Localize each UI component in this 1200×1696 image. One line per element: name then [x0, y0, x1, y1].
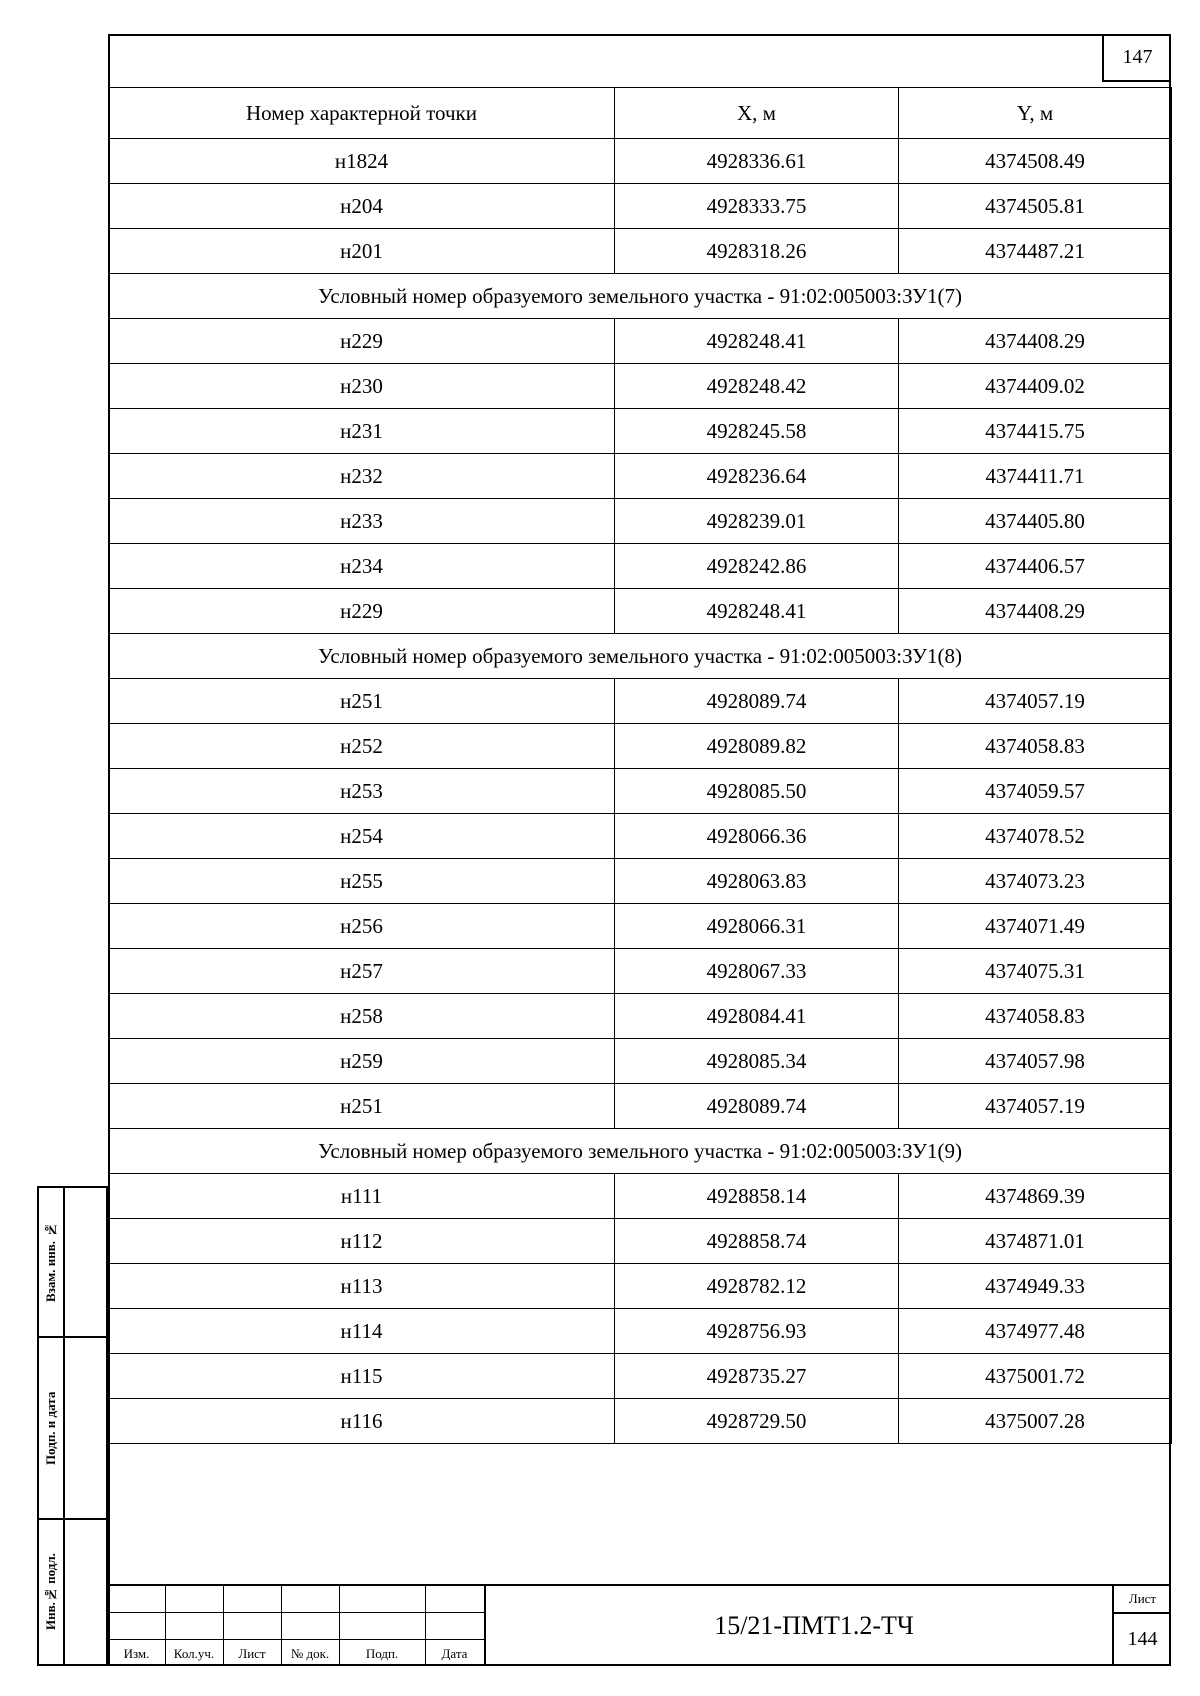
sheet-label: Лист: [1114, 1586, 1171, 1614]
y-cell: 4374058.83: [899, 724, 1172, 769]
x-cell: 4928089.82: [615, 724, 899, 769]
x-cell: 4928063.83: [615, 859, 899, 904]
point-cell: н201: [109, 229, 615, 274]
x-cell: 4928336.61: [615, 139, 899, 184]
header-y: Y, м: [899, 88, 1172, 139]
table-row: [109, 229, 1172, 274]
y-cell: 4374487.21: [899, 229, 1172, 274]
x-cell: 4928782.12: [615, 1264, 899, 1309]
table-row: [109, 454, 1172, 499]
y-cell: 4374073.23: [899, 859, 1172, 904]
table-row: [109, 184, 1172, 229]
table-row: [109, 139, 1172, 184]
x-cell: 4928067.33: [615, 949, 899, 994]
section-title: Условный номер образуемого земельного участка - 91:02:005003:ЗУ1(7): [109, 274, 1172, 319]
x-cell: 4928089.74: [615, 1084, 899, 1129]
point-cell: н251: [109, 1084, 615, 1129]
y-cell: 4374949.33: [899, 1264, 1172, 1309]
table-row: [109, 679, 1172, 724]
point-cell: н204: [109, 184, 615, 229]
point-cell: н113: [109, 1264, 615, 1309]
y-cell: 4374405.80: [899, 499, 1172, 544]
y-cell: 4374508.49: [899, 139, 1172, 184]
y-cell: 4374406.57: [899, 544, 1172, 589]
y-cell: 4375007.28: [899, 1399, 1172, 1444]
point-cell: н229: [109, 319, 615, 364]
table-row: [109, 544, 1172, 589]
table-row: [109, 949, 1172, 994]
side-stamp: [37, 1186, 108, 1666]
x-cell: 4928084.41: [615, 994, 899, 1039]
table-row: [109, 994, 1172, 1039]
x-cell: 4928248.41: [615, 319, 899, 364]
point-cell: н1824: [109, 139, 615, 184]
x-cell: 4928242.86: [615, 544, 899, 589]
point-cell: н234: [109, 544, 615, 589]
side-label-signature-date: Подп. и дата: [43, 1391, 58, 1465]
x-cell: 4928318.26: [615, 229, 899, 274]
point-cell: н258: [109, 994, 615, 1039]
y-cell: 4374408.29: [899, 319, 1172, 364]
revision-grid: [108, 1586, 484, 1666]
y-cell: 4374078.52: [899, 814, 1172, 859]
section-row: [109, 274, 1172, 319]
point-cell: н112: [109, 1219, 615, 1264]
point-cell: н255: [109, 859, 615, 904]
y-cell: 4374057.98: [899, 1039, 1172, 1084]
x-cell: 4928858.14: [615, 1174, 899, 1219]
table-row: [109, 1039, 1172, 1084]
x-cell: 4928333.75: [615, 184, 899, 229]
point-cell: н115: [109, 1354, 615, 1399]
x-cell: 4928245.58: [615, 409, 899, 454]
x-cell: 4928756.93: [615, 1309, 899, 1354]
top-page-number: 147: [1102, 34, 1171, 82]
table-row: [109, 724, 1172, 769]
point-cell: н116: [109, 1399, 615, 1444]
label-date: Дата: [441, 1646, 468, 1661]
table-row: [109, 1354, 1172, 1399]
y-cell: 4374409.02: [899, 364, 1172, 409]
header-point: Номер характерной точки: [109, 88, 615, 139]
table-row: [109, 904, 1172, 949]
y-cell: 4374057.19: [899, 1084, 1172, 1129]
coordinates-table: [108, 87, 1172, 1444]
section-title: Условный номер образуемого земельного участка - 91:02:005003:ЗУ1(8): [109, 634, 1172, 679]
table-row: [109, 499, 1172, 544]
table-row: [109, 814, 1172, 859]
y-cell: 4374058.83: [899, 994, 1172, 1039]
x-cell: 4928858.74: [615, 1219, 899, 1264]
y-cell: 4374411.71: [899, 454, 1172, 499]
table-row: [109, 1219, 1172, 1264]
y-cell: 4374057.19: [899, 679, 1172, 724]
side-label-replacement-inv: Взам. инв. №: [43, 1222, 58, 1302]
table-row: [109, 1264, 1172, 1309]
table-row: [109, 769, 1172, 814]
side-label-original-inv: Инв.№ подл.: [43, 1553, 58, 1631]
y-cell: 4375001.72: [899, 1354, 1172, 1399]
table-row: [109, 1174, 1172, 1219]
point-cell: н233: [109, 499, 615, 544]
label-qty: Кол.уч.: [173, 1646, 215, 1661]
table-row: [109, 364, 1172, 409]
x-cell: 4928735.27: [615, 1354, 899, 1399]
table-row: [109, 859, 1172, 904]
x-cell: 4928066.31: [615, 904, 899, 949]
x-cell: 4928239.01: [615, 499, 899, 544]
x-cell: 4928085.34: [615, 1039, 899, 1084]
table-row: [109, 1309, 1172, 1354]
header-x: X, м: [615, 88, 899, 139]
point-cell: н252: [109, 724, 615, 769]
table-row: [109, 1084, 1172, 1129]
point-cell: н257: [109, 949, 615, 994]
point-cell: н256: [109, 904, 615, 949]
x-cell: 4928248.42: [615, 364, 899, 409]
label-doc-no: № док.: [290, 1646, 330, 1661]
x-cell: 4928066.36: [615, 814, 899, 859]
y-cell: 4374505.81: [899, 184, 1172, 229]
x-cell: 4928248.41: [615, 589, 899, 634]
table-row: [109, 319, 1172, 364]
section-row: [109, 1129, 1172, 1174]
section-row: [109, 634, 1172, 679]
point-cell: н254: [109, 814, 615, 859]
point-cell: н230: [109, 364, 615, 409]
x-cell: 4928236.64: [615, 454, 899, 499]
x-cell: 4928729.50: [615, 1399, 899, 1444]
point-cell: н253: [109, 769, 615, 814]
document-code: 15/21-ПМТ1.2-ТЧ: [484, 1586, 1142, 1666]
point-cell: н114: [109, 1309, 615, 1354]
y-cell: 4374059.57: [899, 769, 1172, 814]
x-cell: 4928089.74: [615, 679, 899, 724]
point-cell: н251: [109, 679, 615, 724]
table-row: [109, 589, 1172, 634]
x-cell: 4928085.50: [615, 769, 899, 814]
point-cell: н232: [109, 454, 615, 499]
table-row: [109, 409, 1172, 454]
title-block: [108, 1584, 1171, 1666]
table-header-row: [109, 88, 1172, 139]
point-cell: н231: [109, 409, 615, 454]
point-cell: н111: [109, 1174, 615, 1219]
table-row: [109, 1399, 1172, 1444]
y-cell: 4374075.31: [899, 949, 1172, 994]
label-signature: Подп.: [365, 1646, 399, 1661]
sheet-number: 144: [1127, 1627, 1158, 1650]
y-cell: 4374408.29: [899, 589, 1172, 634]
section-title: Условный номер образуемого земельного участка - 91:02:005003:ЗУ1(9): [109, 1129, 1172, 1174]
sheet-box: [1112, 1586, 1171, 1666]
y-cell: 4374415.75: [899, 409, 1172, 454]
point-cell: н259: [109, 1039, 615, 1084]
label-sheet: Лист: [238, 1646, 266, 1661]
y-cell: 4374869.39: [899, 1174, 1172, 1219]
point-cell: н229: [109, 589, 615, 634]
y-cell: 4374871.01: [899, 1219, 1172, 1264]
y-cell: 4374071.49: [899, 904, 1172, 949]
y-cell: 4374977.48: [899, 1309, 1172, 1354]
label-change: Изм.: [123, 1646, 150, 1661]
